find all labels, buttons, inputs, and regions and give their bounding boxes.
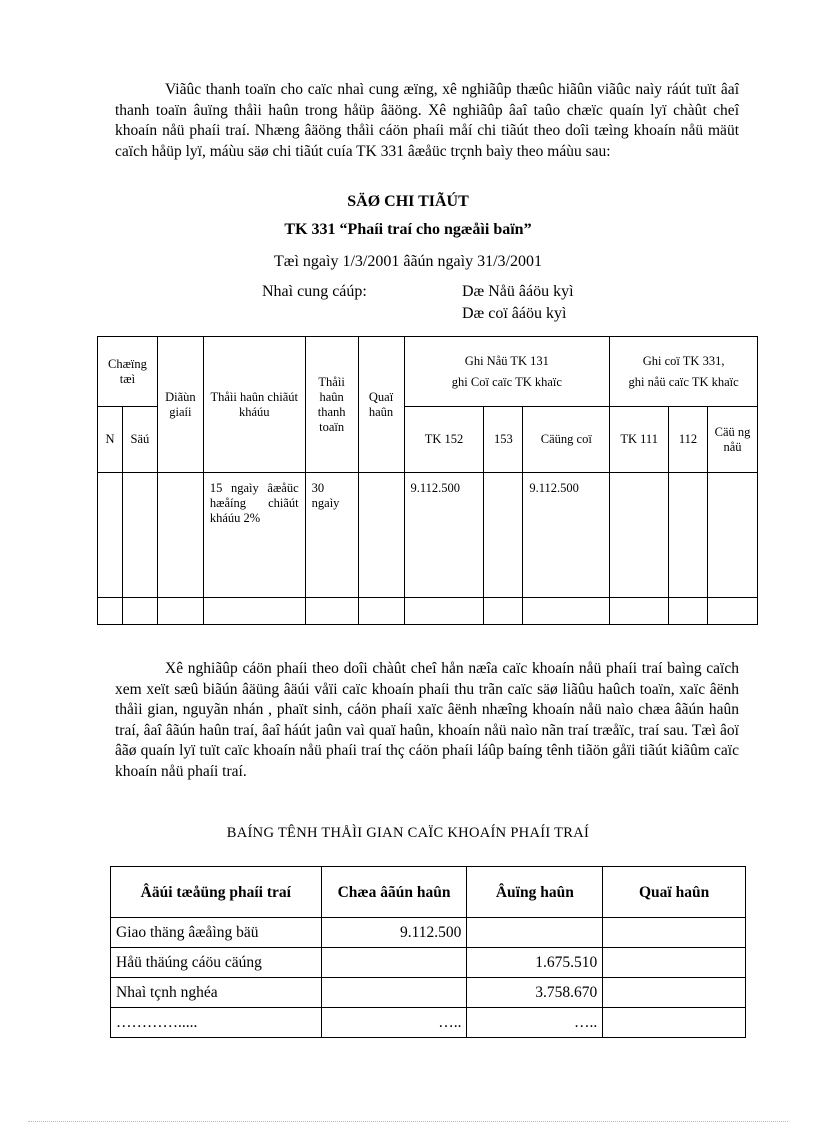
header-tk153: 153 <box>484 407 523 473</box>
row-tk152: 9.112.500 <box>404 473 484 598</box>
aging-overdue <box>603 948 746 978</box>
header-debit-group <box>404 337 610 407</box>
header-total-debit: Cäü ng nåü <box>708 407 758 473</box>
row-total-credit: 9.112.500 <box>523 473 610 598</box>
aging-not-due <box>321 948 467 978</box>
aging-header-party: Âäúi tæåüng phaíi traí <box>111 867 322 918</box>
header-discount-term: Thåìi haûn chiãút kháúu <box>203 337 305 473</box>
ledger-date-range: Tæì ngaìy 1/3/2001 âãún ngaìy 31/3/2001 <box>274 253 542 270</box>
aging-overdue <box>603 978 746 1008</box>
aging-overdue <box>603 918 746 948</box>
aging-not-due: 9.112.500 <box>321 918 467 948</box>
opening-debit-label: Dæ Nåü âáöu kyì <box>462 283 574 300</box>
header-voucher: Chæïng tæì <box>98 337 158 407</box>
aging-party: Håü thäúng cáöu cäúng <box>111 948 322 978</box>
aging-on-time: ….. <box>467 1008 603 1038</box>
aging-on-time <box>467 918 603 948</box>
aging-party: Nhaì tçnh nghéa <box>111 978 322 1008</box>
header-tk112: 112 <box>669 407 708 473</box>
aging-party: Giao thäng âæåìng bäü <box>111 918 322 948</box>
opening-credit-label: Dæ coï âáöu kyì <box>462 305 567 322</box>
aging-row <box>111 948 746 978</box>
header-explanation: Diãùn giaíi <box>157 337 203 473</box>
intro-paragraph: Viãûc thanh toaïn cho caïc nhaì cung æïng, xê nghiãûp thæûc hiãûn viãûc naìy ráút tuït âaî thanh toaïn âuïng thåìi haûn trong håüp âäöng. Xê nghiãûp âaî taûo chæïc quaín lyï chàût cheî khoaín nåü phaíi traí. Nhæng âäöng thåìi cáön phaíi måí chi tiãút theo doîi tæìng khoaín nåü mäüt caïch håüp lyï, máùu säø chi tiãút cuía TK 331 âæåüc trçnh baìy theo máùu sau: <box>115 81 739 160</box>
aging-header-not-due: Chæa âãún haûn <box>321 867 467 918</box>
header-payment-term: Thåìi haûn thanh toaïn <box>305 337 358 473</box>
debit-group-line2: ghi Coï caïc TK khaïc <box>451 374 562 389</box>
header-overdue: Quaï haûn <box>358 337 404 473</box>
aging-header-on-time: Âuïng haûn <box>467 867 603 918</box>
row-payment-term: 30 ngaìy <box>305 473 358 598</box>
aging-row <box>111 978 746 1008</box>
aging-table <box>110 866 746 1038</box>
header-credit-group <box>610 337 758 407</box>
aging-on-time: 3.758.670 <box>467 978 603 1008</box>
header-tk111: TK 111 <box>610 407 669 473</box>
credit-group-line1: Ghi coï TK 331, <box>642 353 725 368</box>
aging-not-due: ….. <box>321 1008 467 1038</box>
aging-table-title: BAÍNG TÊNH THÅÌI GIAN CAÏC KHOAÍN PHAÍI TRAÍ <box>226 825 590 841</box>
header-tk152: TK 152 <box>404 407 484 473</box>
ledger-title: SÄØ CHI TIÃÚT <box>347 193 469 210</box>
ledger-subtitle: TK 331 “Phaíi traí cho ngæåìi baïn” <box>284 221 532 238</box>
ledger-table <box>97 336 758 625</box>
second-paragraph: Xê nghiãûp cáön phaíi theo doîi chàût cheî hån næîa caïc khoaín nåü phaíi traí baìng caïch xem xeït sæû biãún âäüng âäúi våïi caïc khoaín phaíi thu trãn caïc säø liãûu haûch toaïn, xaïc âënh thåìi gian, nguyãn nhán , phaït sinh, cáön phaíi xaïc âënh nhæîng khoaín nåü naìo chæa âãún haûn traí, âaî âãún haûn traí, âaî háút jaûn vaì quaï haûn, khoaín nåü naìo nãn traí træåïc, traí sau. Tæì âoï âãø quaín lyï tuït caïc khoaín nåü phaíi traí thç cáön phaíi láûp baíng tênh tiãön gåïi tiãút kiãûm caïc khoaín nåü phaíi traí. <box>115 660 739 780</box>
aging-not-due <box>321 978 467 1008</box>
debit-group-line1: Ghi Nåü TK 131 <box>464 353 549 368</box>
aging-row <box>111 1008 746 1038</box>
header-voucher-date: Säú <box>122 407 157 473</box>
table-row <box>98 473 758 598</box>
aging-on-time: 1.675.510 <box>467 948 603 978</box>
aging-header-overdue: Quaï haûn <box>603 867 746 918</box>
table-row-empty <box>98 598 758 625</box>
header-voucher-no: N <box>98 407 123 473</box>
credit-group-line2: ghi nåü caïc TK khaïc <box>628 374 739 389</box>
supplier-label: Nhaì cung cáúp: <box>262 283 367 300</box>
header-total-credit: Cäüng coï <box>523 407 610 473</box>
aging-party: …………..... <box>111 1008 322 1038</box>
aging-row <box>111 918 746 948</box>
page-edge-divider <box>28 1121 788 1122</box>
aging-overdue <box>603 1008 746 1038</box>
row-discount-term: 15 ngaìy âæåüc hæåíng chiãút kháúu 2% <box>203 473 305 598</box>
